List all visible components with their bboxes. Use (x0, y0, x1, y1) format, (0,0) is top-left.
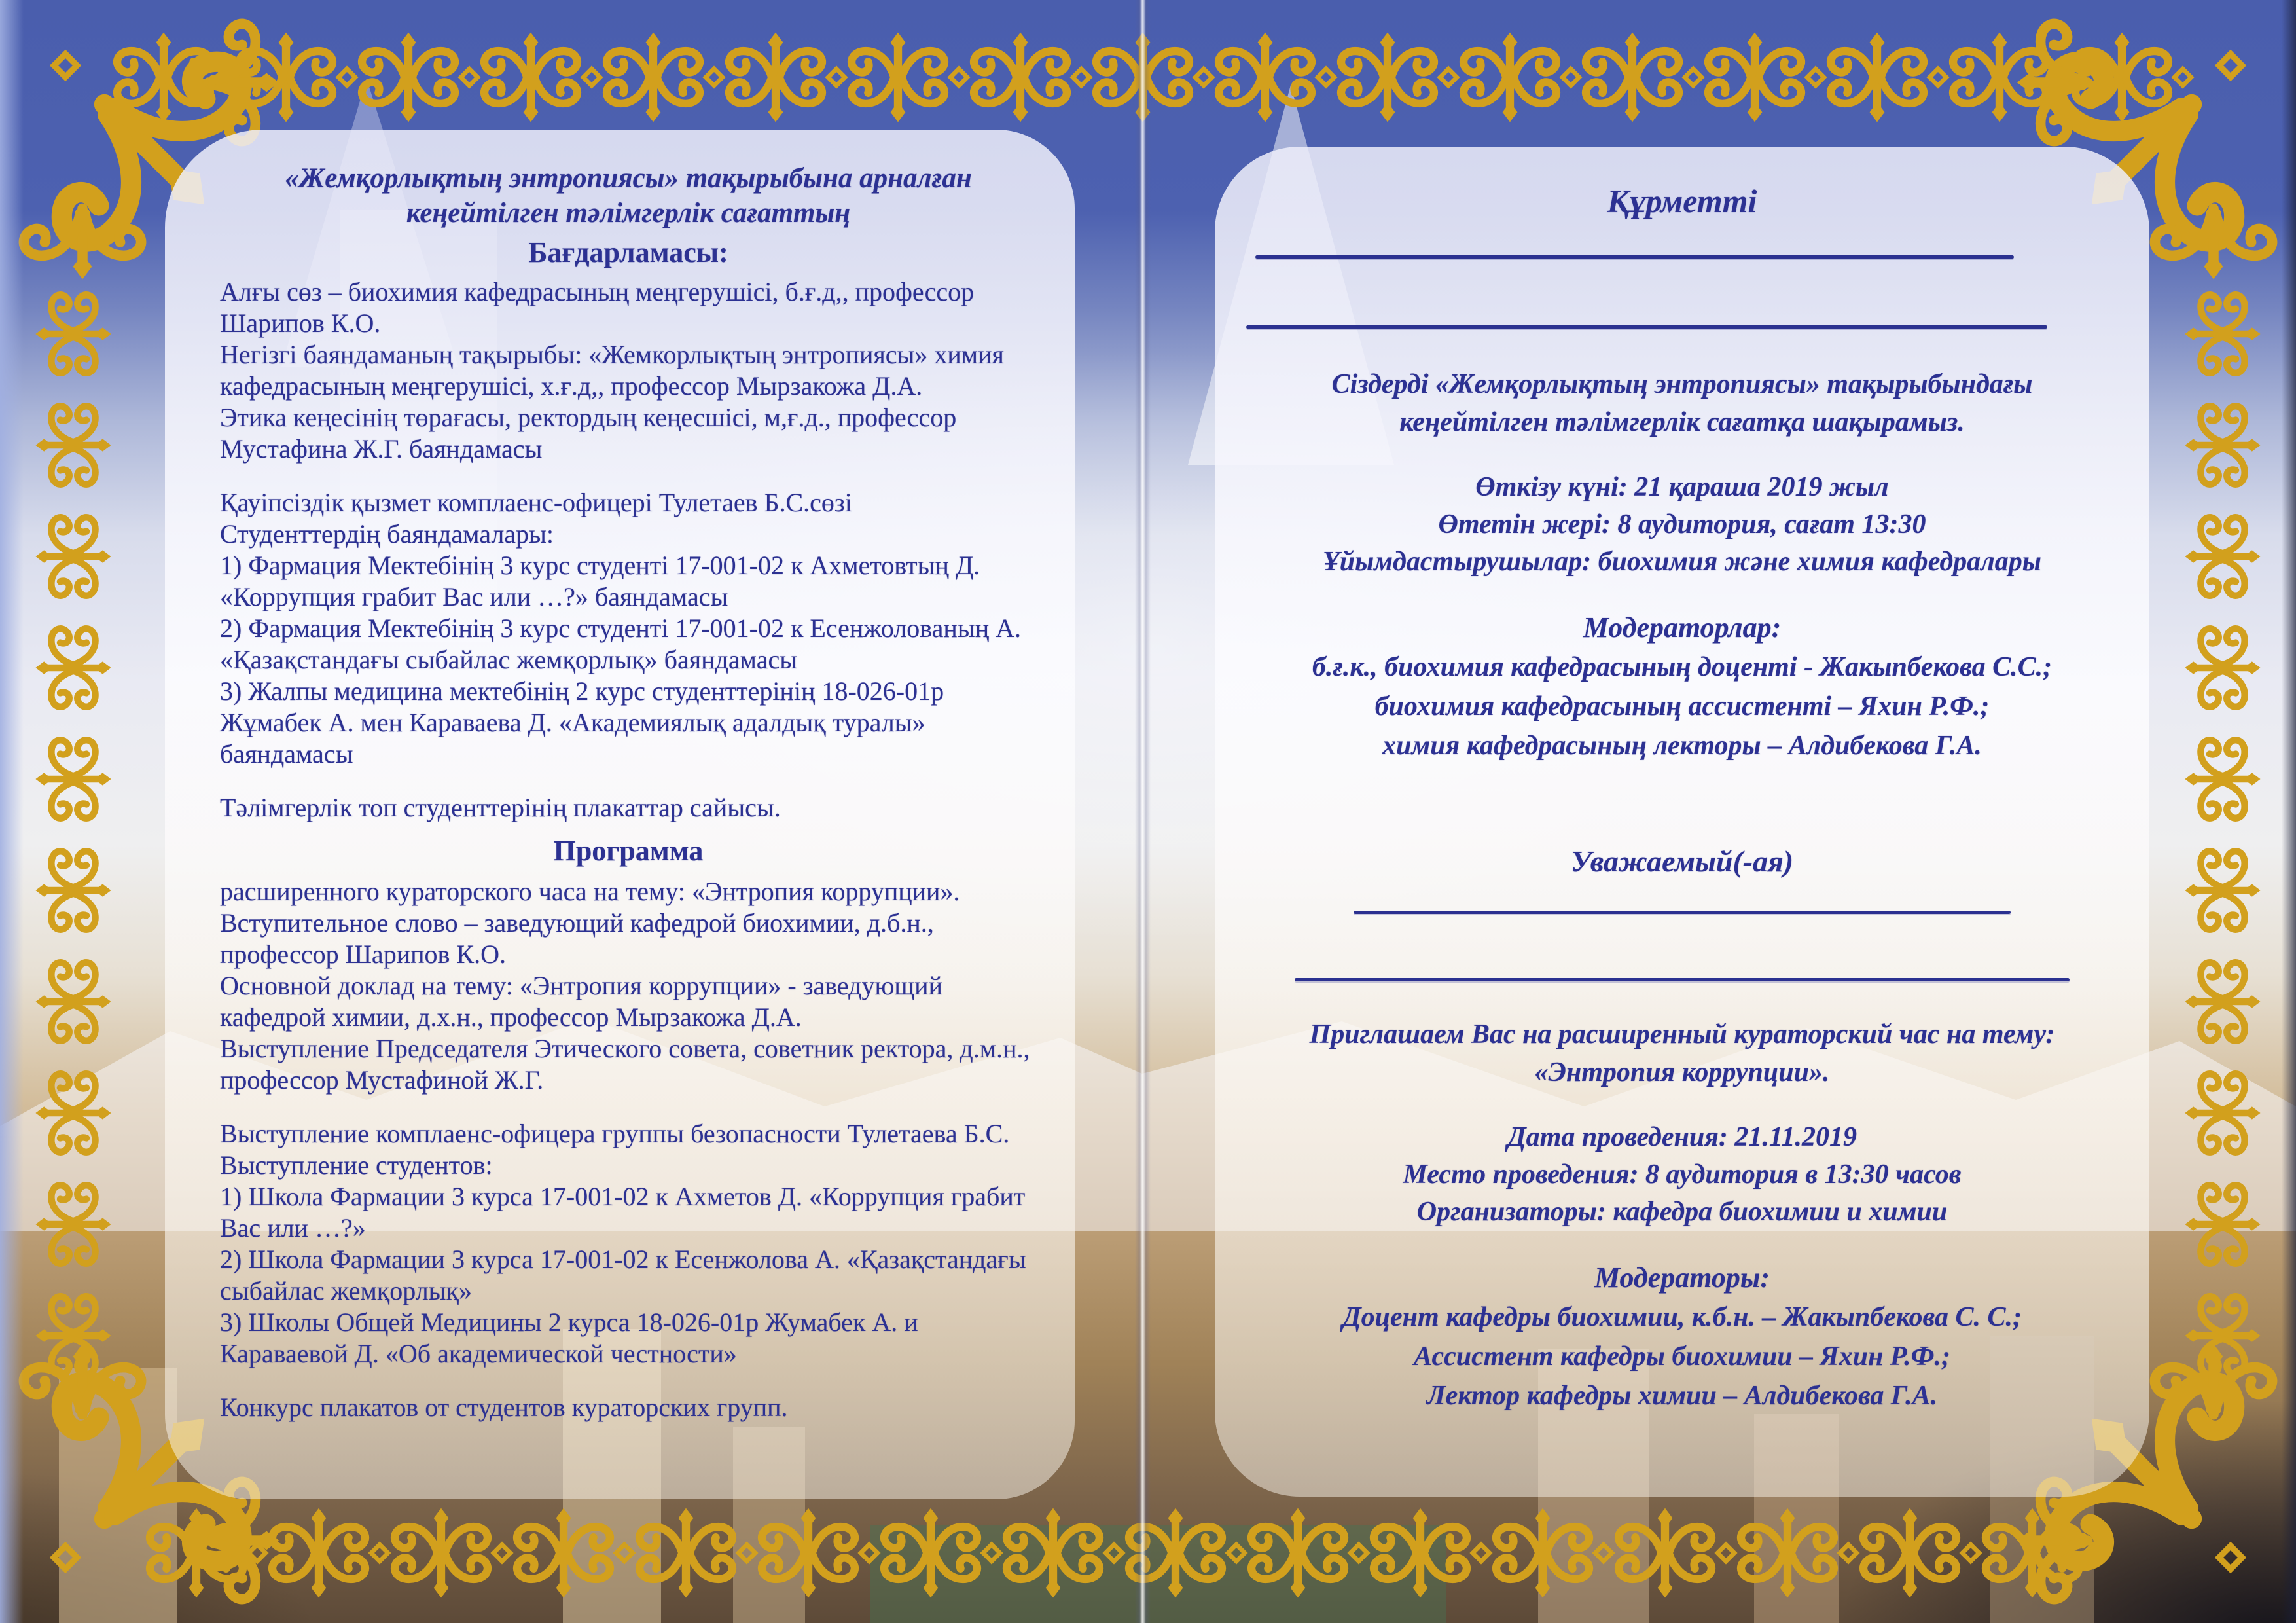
ornament-motif (1837, 1541, 1859, 1564)
kazakh-moderators-heading: Модераторлар: (1583, 611, 1782, 644)
program-line: Негізгі баяндаманың тақырыбы: «Жемкорлықтың энтропиясы» химия кафедрасының меңгерушісі, х.ғ.д,, профессор Мырзакожа Д.А. (220, 340, 1004, 401)
right-cover-edge (2282, 0, 2296, 1623)
ornament-motif (980, 1541, 1003, 1564)
russian-moderators-heading: Модераторы: (1594, 1262, 1770, 1294)
program-line: 2) Фармация Мектебінің 3 курс студенті 17-001-02 к Есенжолованың А. «Қазақстандағы сыбайлас жемқорлық» баяндамасы (220, 613, 1021, 674)
ornament-motif (762, 1508, 855, 1598)
russian-program-heading: Программа (553, 835, 704, 867)
program-line: Конкурс плакатов от студентов кураторских групп. (220, 1393, 788, 1422)
ornament-motif (335, 65, 358, 88)
program-line: Тәлімгерлік топ студенттерінің плакаттар сайысы. (220, 793, 781, 822)
program-line: Вступительное слово – заведующий кафедрой биохимии, д.б.н., профессор Шарипов К.О. (220, 908, 934, 969)
ornament-motif (1341, 33, 1434, 122)
program-line (220, 1096, 1037, 1118)
program-line: 1) Школа Фармации 3 курса 17-001-02 к Ахметов Д. «Коррупция грабит Вас или …?» (220, 1182, 1026, 1243)
ornament-motif (1225, 1541, 1247, 1564)
ornament-motif (1069, 65, 1092, 88)
name-blank-line (1295, 978, 2070, 981)
program-line: Основной доклад на тему: «Энтропия коррупции» - заведующий кафедрой химии, д.х.н., профессор Мырзакожа Д.А. (220, 971, 942, 1032)
program-line: Қауіпсіздік қызмет комплаенс-офицері Тулетаев Б.С.сөзі (220, 488, 852, 517)
ornament-motif (368, 1541, 391, 1564)
name-blank-line (1246, 325, 2047, 329)
ornament-motif (1619, 1508, 1712, 1598)
ornament-motif (974, 33, 1067, 122)
ornament-motif (2171, 65, 2194, 88)
ornament-motif (825, 65, 848, 88)
ornament-motif (1469, 1541, 1492, 1564)
program-line: 1) Фармация Мектебінің 3 курс студенті 17-001-02 к Ахметовтың Д. «Коррупция грабит Вас или …?» баяндамасы (220, 551, 980, 611)
ornament-motif (1347, 1541, 1370, 1564)
ornament-motif (2185, 517, 2260, 595)
ornament-motif (735, 1541, 758, 1564)
page-fold (1135, 0, 1151, 1623)
kazakh-invitation: Сіздерді «Жемқорлықтың энтропиясы» тақырыбындағы кеңейтілген тәлімгерлік сағатқа шақырамыз. (1331, 369, 2033, 437)
ornament-motif (35, 1074, 111, 1152)
ornament-motif (484, 33, 577, 122)
ornament-motif (1374, 1508, 1467, 1598)
ornament-motif (1437, 65, 1460, 88)
ornament-motif (35, 517, 111, 595)
ornament-motif (35, 740, 111, 818)
program-line: расширенного кураторского часа на тему: «Энтропия коррупции». (220, 877, 960, 906)
program-line (220, 770, 1037, 792)
ornament-motif (1831, 33, 1924, 122)
russian-event-details (1261, 1119, 2104, 1231)
name-blank-line (1255, 255, 2014, 259)
left-page-title: «Жемқорлықтың энтропиясы» тақырыбына арналған кеңейтілген тәлімгерлік сағаттың (285, 163, 972, 228)
ornament-motif (1681, 65, 1704, 88)
ornament-motif (35, 962, 111, 1040)
ornament-motif (1559, 65, 1582, 88)
kazakh-event-details (1261, 469, 2104, 581)
ornament-motif (1586, 33, 1679, 122)
program-line (220, 1370, 1037, 1392)
ornament-motif (639, 1508, 732, 1598)
russian-program-lines (220, 876, 1037, 1423)
ornament-motif (457, 65, 480, 88)
ornament-motif (729, 33, 822, 122)
program-line: Студенттердің баяндамалары: (220, 519, 554, 549)
event-detail-line: Место проведения: 8 аудитория в 13:30 часов (1403, 1159, 1962, 1190)
russian-salutation: Уважаемый(-ая) (1570, 845, 1794, 878)
ornament-motif (1102, 1541, 1125, 1564)
ornament-motif (1863, 1508, 1956, 1598)
program-line: Выступление Председателя Этического совета, советник ректора, д.м.н., профессор Мустафиной Ж.Г. (220, 1034, 1030, 1095)
ornament-motif (702, 65, 725, 88)
kazakh-program-heading: Бағдарламасы: (528, 236, 728, 268)
russian-invitation-line2: «Энтропия коррупции». (1534, 1057, 1830, 1087)
ornament-motif (2185, 295, 2260, 373)
ornament-motif (580, 65, 603, 88)
kazakh-salutation: Құрметті (1607, 183, 1757, 219)
ornament-motif (884, 1508, 977, 1598)
ornament-motif (35, 851, 111, 929)
moderator-line: химия кафедрасының лекторы – Алдибекова Г.А. (1382, 731, 1982, 761)
name-blank-line (1354, 911, 2011, 914)
moderator-line: биохимия кафедрасының ассистенті – Яхин Р.Ф.; (1374, 691, 1990, 721)
kazakh-program-lines (220, 276, 1037, 824)
ornament-motif (1007, 1508, 1100, 1598)
ornament-motif (947, 65, 970, 88)
program-line: 3) Школы Общей Медицины 2 курса 18-026-01р Жумабек А. и Караваевой Д. «Об академической честности» (220, 1307, 918, 1368)
ornament-motif (1219, 33, 1312, 122)
event-detail-line: Организаторы: кафедра биохимии и химии (1416, 1197, 1948, 1227)
moderator-line: Лектор кафедры химии – Алдибекова Г.А. (1426, 1381, 1938, 1411)
ornament-motif (272, 1508, 365, 1598)
ornament-motif (490, 1541, 513, 1564)
ornament-motif (2185, 629, 2260, 706)
ornament-motif (607, 33, 700, 122)
ornament-motif (857, 1541, 880, 1564)
ornament-motif (2185, 406, 2260, 484)
russian-moderators (1261, 1298, 2104, 1415)
right-page-panel (1215, 147, 2149, 1497)
program-line: Выступление комплаенс-офицера группы безопасности Тулетаева Б.С. (220, 1119, 1010, 1148)
ornament-motif (1959, 1541, 1982, 1564)
ornament-motif (35, 629, 111, 706)
left-cover-edge (0, 0, 24, 1623)
ornament-motif (35, 406, 111, 484)
ornament-motif (1708, 33, 1801, 122)
ornament-motif (517, 1508, 610, 1598)
program-line: Выступление студентов: (220, 1150, 493, 1180)
ornament-motif (1714, 1541, 1737, 1564)
ornament-motif (1192, 65, 1215, 88)
ornament-motif (1463, 33, 1556, 122)
program-line: 3) Жалпы медицина мектебінің 2 курс студенттерінің 18-026-01р Жұмабек А. мен Караваева Д. «Академиялық адалдық туралы» баяндамасы (220, 676, 944, 769)
moderator-line: б.ғ.к., биохимия кафедрасының доценті - Жакыпбекова С.С.; (1312, 652, 2053, 682)
ornament-motif (1592, 1541, 1615, 1564)
ornament-motif (1741, 1508, 1834, 1598)
moderator-line: Ассистент кафедры биохимии – Яхин Р.Ф.; (1414, 1341, 1950, 1372)
program-line: Этика кеңесінің төрағасы, ректордың кеңесшісі, м,ғ.д., профессор Мустафина Ж.Г. баяндамасы (220, 403, 957, 464)
program-line: Алғы сөз – биохимия кафедрасының меңгерушісі, б.ғ.д,, профессор Шарипов К.О. (220, 277, 975, 338)
ornament-motif (2185, 962, 2260, 1040)
ornament-motif (2185, 851, 2260, 929)
event-detail-line: Ұйымдастырушылар: биохимия және химия кафедралары (1323, 547, 2041, 577)
ornament-motif (1314, 65, 1337, 88)
ornament-motif (2185, 1074, 2260, 1152)
ornament-motif (852, 33, 944, 122)
ornament-motif (1496, 1508, 1589, 1598)
event-detail-line: Өткізу күні: 21 қараша 2019 жыл (1475, 472, 1889, 502)
moderator-line: Доцент кафедры биохимии, к.б.н. – Жакыпбекова С. С.; (1342, 1302, 2022, 1332)
ornament-motif (362, 33, 455, 122)
ornament-motif (2185, 1185, 2260, 1263)
event-detail-line: Өтетін жері: 8 аудитория, сағат 13:30 (1438, 509, 1926, 539)
ornament-motif (2185, 740, 2260, 818)
left-page-panel (165, 130, 1075, 1499)
ornament-motif (1251, 1508, 1344, 1598)
ornament-motif (35, 1185, 111, 1263)
kazakh-moderators (1261, 647, 2104, 765)
ornament-motif (1926, 65, 1949, 88)
ornament-motif (35, 295, 111, 373)
program-line (220, 465, 1037, 487)
russian-invitation-line1: Приглашаем Вас на расширенный кураторский час на тему: (1309, 1019, 2055, 1049)
ornament-motif (1804, 65, 1827, 88)
ornament-motif (613, 1541, 636, 1564)
program-line: 2) Школа Фармации 3 курса 17-001-02 к Есенжолова А. «Қазақстандағы сыбайлас жемқорлық» (220, 1245, 1026, 1305)
ornament-motif (395, 1508, 488, 1598)
event-detail-line: Дата проведения: 21.11.2019 (1507, 1122, 1857, 1152)
